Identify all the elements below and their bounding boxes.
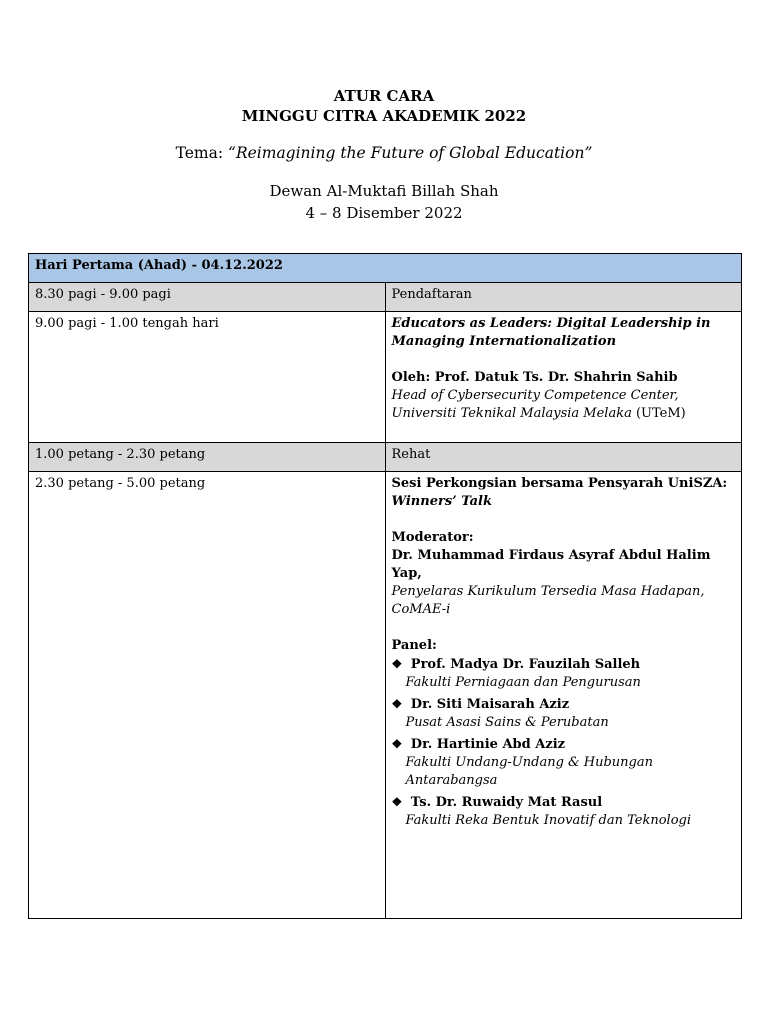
- activity-cell: [385, 312, 742, 442]
- panelist-faculty: Fakulti Perniagaan dan Pengurusan: [405, 675, 641, 690]
- moderator-role: Penyelaras Kurikulum Tersedia Masa Hadapan, CoMAE-i: [391, 584, 705, 617]
- panel-member: [392, 735, 736, 790]
- activity-cell: Pendaftaran: [385, 283, 742, 312]
- panelist-name: Ts. Dr. Ruwaidy Mat Rasul: [410, 795, 603, 810]
- panelist-faculty: Fakulti Undang-Undang & Hubungan Antarabangsa: [405, 755, 653, 788]
- time-cell: 1.00 petang - 2.30 petang: [29, 442, 386, 471]
- session-prefix: Sesi Perkongsian bersama Pensyarah UniSZA:: [391, 476, 728, 491]
- diamond-bullet-icon: ❖: [391, 657, 403, 671]
- panelist-faculty: Pusat Asasi Sains & Perubatan: [405, 715, 609, 730]
- panelist-name: Dr. Siti Maisarah Aziz: [410, 697, 570, 712]
- venue-block: [0, 180, 768, 224]
- session-italic: Winners’ Talk: [391, 494, 493, 509]
- document-header: [0, 86, 768, 224]
- speaker-university-abbr: (UTeM): [635, 406, 686, 422]
- panelist-name: Dr. Hartinie Abd Aziz: [410, 737, 566, 752]
- time-cell: 2.30 petang - 5.00 petang: [29, 472, 386, 919]
- speaker-name: Oleh: Prof. Datuk Ts. Dr. Shahrin Sahib: [391, 370, 678, 386]
- panel-member: [392, 695, 736, 732]
- talk-title: Educators as Leaders: Digital Leadership in Managing Internationalization: [391, 316, 711, 350]
- speaker-role: Head of Cybersecurity Competence Center,: [391, 388, 679, 404]
- activity-cell: [385, 472, 742, 919]
- day-header-row: [29, 254, 742, 283]
- schedule-table: [28, 253, 742, 919]
- table-row: [29, 472, 742, 919]
- theme-label: Tema:: [175, 144, 224, 162]
- day-title: Hari Pertama (Ahad) - 04.12.2022: [29, 254, 742, 283]
- panel-label: Panel:: [391, 638, 437, 653]
- moderator-name: Dr. Muhammad Firdaus Asyraf Abdul Halim Yap,: [391, 548, 711, 581]
- table-row: [29, 312, 742, 442]
- session-title: [392, 475, 736, 511]
- document-title-line2: MINGGU CITRA AKADEMIK 2022: [241, 107, 527, 125]
- diamond-bullet-icon: ❖: [391, 795, 403, 809]
- table-row: [29, 283, 742, 312]
- time-cell: 9.00 pagi - 1.00 tengah hari: [29, 312, 386, 442]
- time-cell: 8.30 pagi - 9.00 pagi: [29, 283, 386, 312]
- panelist-name: Prof. Madya Dr. Fauzilah Salleh: [410, 657, 641, 672]
- theme-value: “Reimagining the Future of Global Education”: [228, 144, 593, 162]
- moderator-label: Moderator:: [391, 530, 474, 545]
- event-dates: 4 – 8 Disember 2022: [305, 204, 463, 222]
- document-title-line1: ATUR CARA: [333, 87, 435, 105]
- panel-member: [392, 793, 736, 830]
- table-row: [29, 442, 742, 471]
- panelist-faculty: Fakulti Reka Bentuk Inovatif dan Teknologi: [405, 813, 692, 828]
- diamond-bullet-icon: ❖: [391, 697, 403, 711]
- venue-name: Dewan Al-Muktafi Billah Shah: [269, 182, 499, 200]
- activity-cell: Rehat: [385, 442, 742, 471]
- diamond-bullet-icon: ❖: [391, 737, 403, 751]
- speaker-university-line: [392, 405, 736, 423]
- panel-member: [392, 655, 736, 692]
- theme-line: [0, 142, 768, 164]
- speaker-university: Universiti Teknikal Malaysia Melaka: [391, 406, 632, 422]
